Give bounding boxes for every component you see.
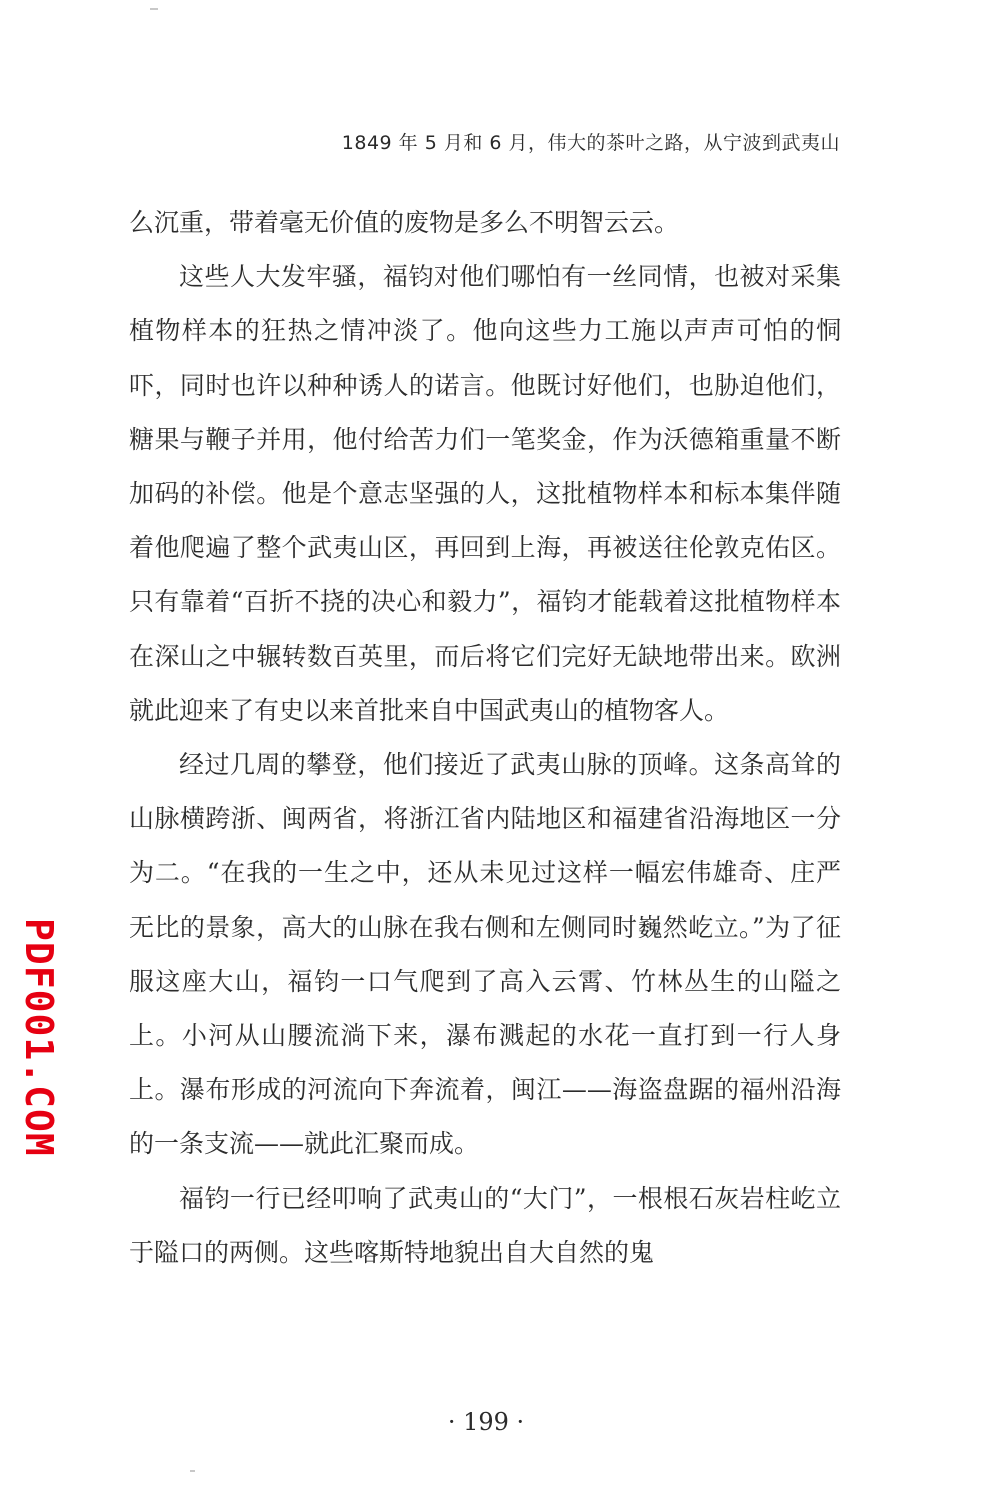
scan-speck [150, 8, 158, 10]
paragraph-gate: 福钧一行已经叩响了武夷山的“大门”，一根根石灰岩柱屹立于隘口的两侧。这些喀斯特地貌出自大自然的鬼 [129, 1183, 841, 1267]
paragraph-porters: 这些人大发牢骚，福钧对他们哪怕有一丝同情，也被对采集植物样本的狂热之情冲淡了。他向这些力工施以声声可怕的恫吓，同时也许以种种诱人的诺言。他既讨好他们，也胁迫他们，糖果与鞭子并用，他付给苦力们一笔奖金，作为沃德箱重量不断加码的补偿。他是个意志坚强的人，这批植物样本和标本集伴随着他爬遍了整个武夷山区，再回到上海，再被送往伦敦克佑区。只有靠着“百折不挠的决心和毅力”，福钧才能载着这批植物样本在深山之中辗转数百英里，而后将它们完好无缺地带出来。欧洲就此迎来了有史以来首批来自中国武夷山的植物客人。 [129, 262, 841, 725]
paragraph-mountains: 经过几周的攀登，他们接近了武夷山脉的顶峰。这条高耸的山脉横跨浙、闽两省，将浙江省内陆地区和福建省沿海地区一分为二。“在我的一生之中，还从未见过这样一幅宏伟雄奇、庄严无比的景象，高大的山脉在我右侧和左侧同时巍然屹立。”为了征服这座大山，福钧一口气爬到了高入云霄、竹林丛生的山隘之上。小河从山腰流淌下来，瀑布溅起的水花一直打到一行人身上。瀑布形成的河流向下奔流着，闽江——海盗盘踞的福州沿海的一条支流——就此汇聚而成。 [129, 750, 841, 1159]
page-number: · 199 · [447, 1408, 525, 1436]
watermark-logo: PDF001.COM [17, 918, 61, 1157]
scan-speck [190, 1470, 195, 1472]
body-text [129, 196, 841, 1280]
running-header: 1849 年 5 月和 6 月，伟大的茶叶之路，从宁波到武夷山 [341, 132, 840, 154]
paragraph-continuation: 么沉重，带着毫无价值的废物是多么不明智云云。 [129, 208, 680, 237]
